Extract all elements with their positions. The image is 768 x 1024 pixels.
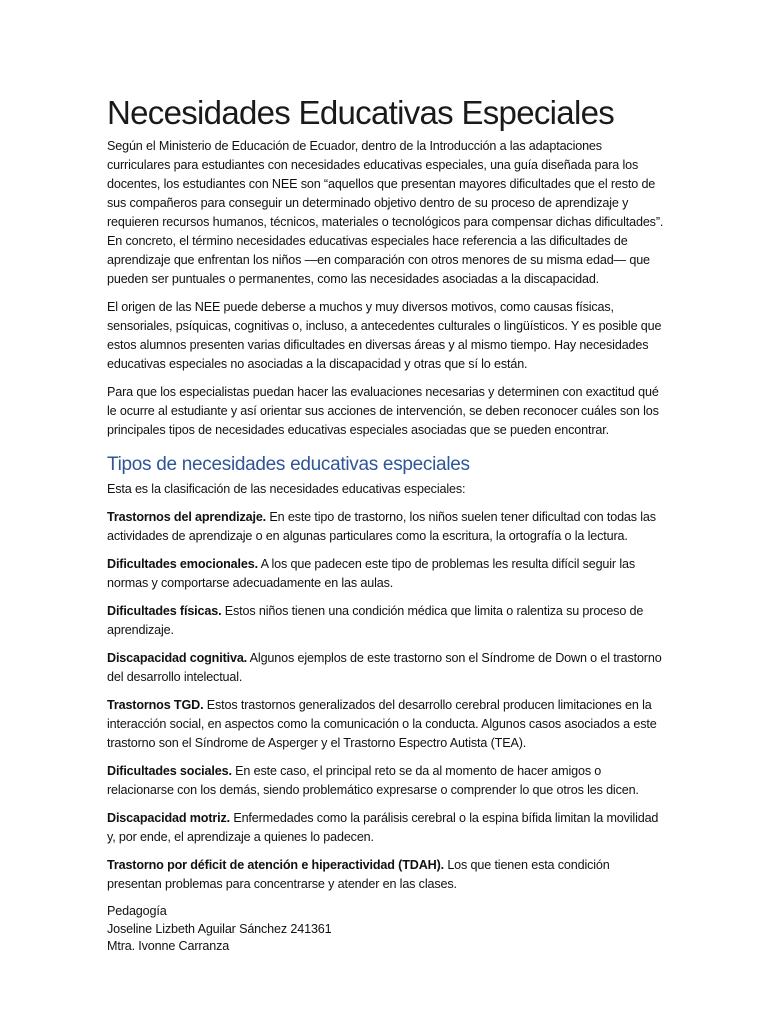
- item-term: Dificultades emocionales.: [107, 557, 258, 571]
- list-item: [107, 649, 667, 687]
- item-term: Trastorno por déficit de atención e hiperactividad (TDAH).: [107, 858, 444, 872]
- intro-paragraph-2: El origen de las NEE puede deberse a muchos y muy diversos motivos, como causas físicas, sensoriales, psíquicas, cognitivas o, incluso, a antecedentes culturales o lingüísticos. Y es posible que estos alumnos presenten varias dificultades en diversas áreas y al mismo tiempo. Hay necesidades educativas especiales no asociadas a la discapacidad y otras que sí lo están.: [107, 300, 662, 371]
- item-term: Trastornos del aprendizaje.: [107, 510, 267, 524]
- item-text: Estos trastornos generalizados del desarrollo cerebral producen limitaciones en la interacción social, en aspectos como la comunicación o la conducta. Algunos casos asociados a este trastorno son el Síndrome de Asperger y el Trastorno Espectro Autista (TEA).: [107, 698, 657, 750]
- document-footer: [107, 903, 667, 956]
- item-term: Discapacidad cognitiva.: [107, 651, 248, 665]
- item-text: En este tipo de trastorno, los niños suelen tener dificultad con todas las actividades de aprendizaje o en algunas particulares como la escritura, la ortografía o la lectura.: [107, 510, 656, 543]
- list-item: [107, 762, 667, 800]
- document-title: Necesidades Educativas Especiales: [107, 94, 615, 131]
- document-page: [107, 93, 667, 956]
- list-item: [107, 856, 667, 894]
- footer-author: Joseline Lizbeth Aguilar Sánchez 241361: [107, 921, 332, 936]
- item-text: Algunos ejemplos de este trastorno son el Síndrome de Down o el trastorno del desarrollo intelectual.: [107, 651, 662, 684]
- intro-paragraph-1: Según el Ministerio de Educación de Ecuador, dentro de la Introducción a las adaptaciones curriculares para estudiantes con necesidades educativas especiales, una guía diseñada para los docentes, los estudiantes con NEE son “aquellos que presentan mayores dificultades que el resto de sus compañeros para conseguir un determinado objetivo dentro de su proceso de aprendizaje y requieren recursos humanos, técnicos, materiales o tecnológicos para compensar dichas dificultades”. En concreto, el término necesidades educativas especiales hace referencia a las dificultades de aprendizaje que enfrentan los niños —en comparación con otros menores de su misma edad— que pueden ser puntuales o permanentes, como las necesidades asociadas a la discapacidad.: [107, 139, 664, 286]
- item-term: Trastornos TGD.: [107, 698, 204, 712]
- item-text: Estos niños tienen una condición médica que limita o ralentiza su proceso de aprendizaje.: [107, 604, 644, 637]
- item-term: Discapacidad motriz.: [107, 811, 230, 825]
- list-item: [107, 809, 667, 847]
- footer-teacher: Mtra. Ivonne Carranza: [107, 939, 230, 953]
- footer-subject: Pedagogía: [107, 904, 167, 918]
- list-item: [107, 602, 667, 640]
- list-item: [107, 508, 667, 546]
- list-item: [107, 555, 667, 593]
- item-text: Enfermedades como la parálisis cerebral o la espina bífida limitan la movilidad y, por ende, el aprendizaje a quienes lo padecen.: [107, 811, 659, 844]
- section-heading: Tipos de necesidades educativas especiales: [107, 454, 470, 475]
- item-text: En este caso, el principal reto se da al momento de hacer amigos o relacionarse con los demás, siendo problemático expresarse o comprender lo que otros les dicen.: [107, 764, 639, 797]
- item-text: A los que padecen este tipo de problemas les resulta difícil seguir las normas y comportarse adecuadamente en las aulas.: [107, 557, 635, 590]
- item-term: Dificultades sociales.: [107, 764, 232, 778]
- item-text: Los que tienen esta condición presentan problemas para concentrarse y atender en las clases.: [107, 858, 610, 891]
- section-lead: Esta es la clasificación de las necesidades educativas especiales:: [107, 482, 466, 496]
- list-item: [107, 696, 667, 753]
- item-term: Dificultades físicas.: [107, 604, 222, 618]
- intro-paragraph-3: Para que los especialistas puedan hacer las evaluaciones necesarias y determinen con exactitud qué le ocurre al estudiante y así orientar sus acciones de intervención, se deben reconocer cuáles son los principales tipos de necesidades educativas especiales asociadas que se pueden encontrar.: [107, 385, 659, 437]
